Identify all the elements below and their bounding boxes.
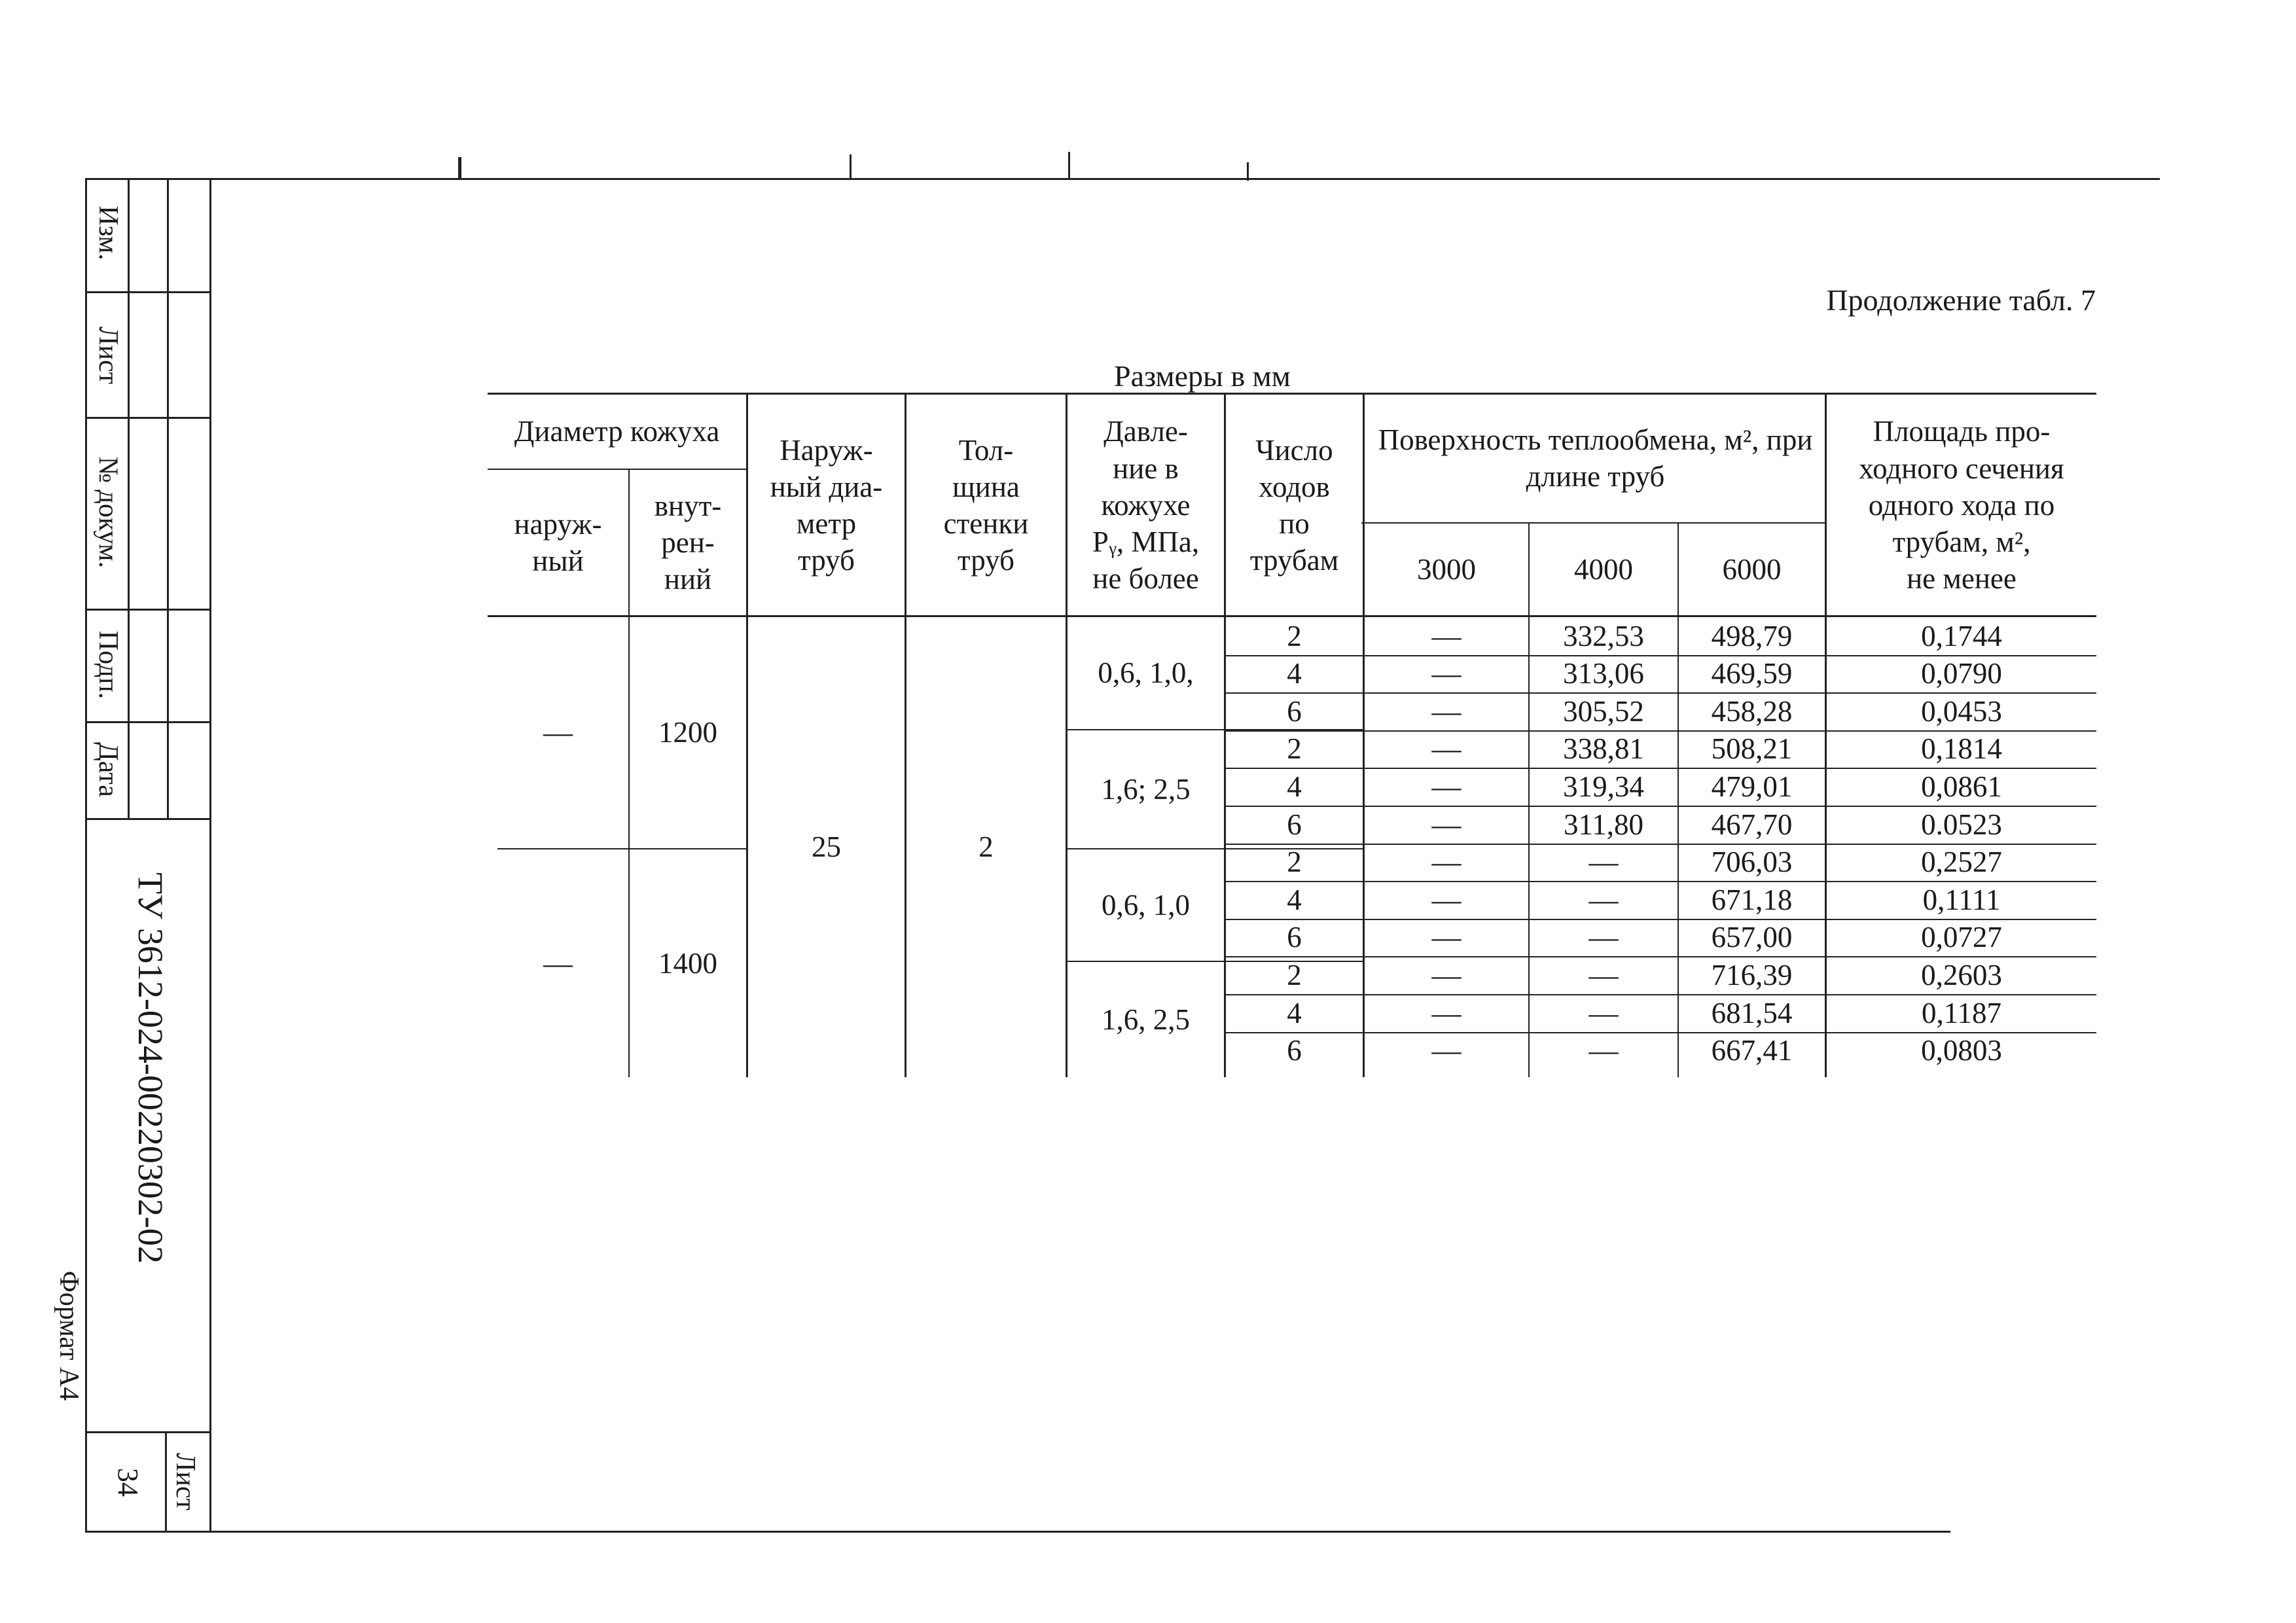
cell-s3000: — xyxy=(1431,732,1462,766)
header-outer: наруж- ный xyxy=(514,507,602,577)
cell-s4000: — xyxy=(1588,996,1619,1029)
cell-s3000: — xyxy=(1431,694,1462,728)
cell-s4000: 313,06 xyxy=(1563,657,1644,690)
cell-s4000: 305,52 xyxy=(1563,694,1644,728)
continuation-caption: Продолжение табл. 7 xyxy=(1826,283,2096,317)
cell-s4000: 319,34 xyxy=(1563,770,1644,804)
header-passes: Число ходов по трубам xyxy=(1249,433,1339,577)
cell-area: 0,2527 xyxy=(1921,846,2002,879)
header-len-4000: 4000 xyxy=(1574,552,1633,586)
cell-s3000: — xyxy=(1431,996,1462,1029)
group-1400-outer: — xyxy=(543,946,573,980)
cell-area: 0,1744 xyxy=(1921,619,2002,652)
cell-s6000: 681,54 xyxy=(1711,996,1793,1029)
cell-area: 0,0861 xyxy=(1921,770,2002,804)
group-1400-inner: 1400 xyxy=(658,946,717,980)
stamp-doc-no: № докум. xyxy=(93,456,123,569)
cell-s6000: 706,03 xyxy=(1711,846,1793,879)
header-len-6000: 6000 xyxy=(1722,552,1782,586)
cell-s6000: 671,18 xyxy=(1711,883,1793,916)
stamp-format: Формат А4 xyxy=(54,1270,84,1401)
cell-s6000: 667,41 xyxy=(1711,1034,1793,1067)
cell-passes: 2 xyxy=(1287,846,1302,879)
pressure-group-2: 1,6; 2,5 xyxy=(1101,772,1191,806)
cell-s3000: — xyxy=(1431,657,1462,690)
stamp-sheet-label: Лист xyxy=(170,1453,200,1510)
cell-s3000: — xyxy=(1431,1034,1462,1067)
pressure-group-4: 1,6, 2,5 xyxy=(1102,1003,1190,1036)
cell-s4000: — xyxy=(1588,883,1619,916)
cell-s4000: 338,81 xyxy=(1563,732,1644,766)
stamp-doc-code: ТУ 3612-024-00220302-02 xyxy=(131,872,170,1264)
cell-area: 0,1187 xyxy=(1921,996,2002,1029)
cell-s3000: — xyxy=(1431,883,1462,916)
cell-passes: 4 xyxy=(1287,883,1302,916)
pressure-group-1: 0,6, 1,0, xyxy=(1098,656,1194,690)
group-1200-inner: 1200 xyxy=(658,716,717,749)
cell-area: 0,1814 xyxy=(1921,732,2002,766)
cell-passes: 6 xyxy=(1287,1034,1302,1067)
cell-s3000: — xyxy=(1431,921,1462,954)
stamp-list: Лист xyxy=(93,327,123,384)
cell-s6000: 467,70 xyxy=(1711,808,1793,841)
cell-area: 0,0803 xyxy=(1921,1034,2002,1067)
stamp-sheet-number: 34 xyxy=(112,1468,144,1497)
cell-s3000: — xyxy=(1431,846,1462,879)
cell-passes: 6 xyxy=(1287,921,1302,954)
cell-s4000: — xyxy=(1588,959,1619,992)
cell-passes: 6 xyxy=(1287,808,1302,841)
group-1200-outer: — xyxy=(543,716,573,749)
cell-s3000: — xyxy=(1431,770,1462,804)
tube-wall-value: 2 xyxy=(978,830,994,864)
cell-s6000: 479,01 xyxy=(1711,770,1793,804)
cell-area: 0,0790 xyxy=(1921,657,2002,690)
cell-area: 0,0453 xyxy=(1921,694,2002,728)
cell-s6000: 498,79 xyxy=(1711,619,1793,652)
cell-passes: 6 xyxy=(1287,694,1302,728)
cell-s6000: 508,21 xyxy=(1711,732,1793,766)
cell-passes: 2 xyxy=(1287,959,1302,992)
cell-s4000: — xyxy=(1588,921,1619,954)
cell-s4000: — xyxy=(1588,1034,1619,1067)
cell-s3000: — xyxy=(1431,619,1462,652)
cell-s6000: 458,28 xyxy=(1711,694,1793,728)
cell-passes: 2 xyxy=(1287,619,1302,652)
cell-s3000: — xyxy=(1431,808,1462,841)
cell-area: 0,0727 xyxy=(1921,921,2002,954)
cell-area: 0,1111 xyxy=(1922,883,2001,916)
cell-s4000: — xyxy=(1588,846,1619,879)
cell-passes: 2 xyxy=(1287,732,1302,766)
header-len-3000: 3000 xyxy=(1417,552,1476,586)
units-caption: Размеры в мм xyxy=(1114,359,1291,393)
header-shell-diameter: Диаметр кожуха xyxy=(514,414,720,448)
cell-passes: 4 xyxy=(1287,657,1302,690)
cell-s4000: 311,80 xyxy=(1563,808,1644,841)
cell-area: 0,2603 xyxy=(1921,959,2002,992)
tube-outer-value: 25 xyxy=(812,830,841,864)
header-tube-outer: Наруж- ный диа- метр труб xyxy=(770,433,883,577)
header-tube-wall: Тол- щина стенки труб xyxy=(943,433,1029,577)
stamp-date: Дата xyxy=(93,742,123,797)
cell-passes: 4 xyxy=(1287,996,1302,1029)
header-area: Площадь про- ходного сечения одного хода по трубам, м², не менее xyxy=(1859,415,2064,596)
stamp-podp: Подп. xyxy=(93,630,123,700)
cell-s6000: 469,59 xyxy=(1711,657,1793,690)
stamp-izm: Изм. xyxy=(93,205,123,260)
cell-area: 0.0523 xyxy=(1921,808,2002,841)
cell-s6000: 657,00 xyxy=(1711,921,1793,954)
cell-s4000: 332,53 xyxy=(1563,619,1644,652)
cell-s6000: 716,39 xyxy=(1711,959,1793,992)
header-inner: внут- рен- ний xyxy=(654,489,722,596)
header-pressure: Давле- ние в кожухе Pᵧ, МПа, не более xyxy=(1092,415,1200,596)
cell-passes: 4 xyxy=(1287,770,1302,804)
cell-s3000: — xyxy=(1431,959,1462,992)
header-surface: Поверхность теплообмена, м², при длине труб xyxy=(1378,423,1813,493)
pressure-group-3: 0,6, 1,0 xyxy=(1102,888,1190,921)
